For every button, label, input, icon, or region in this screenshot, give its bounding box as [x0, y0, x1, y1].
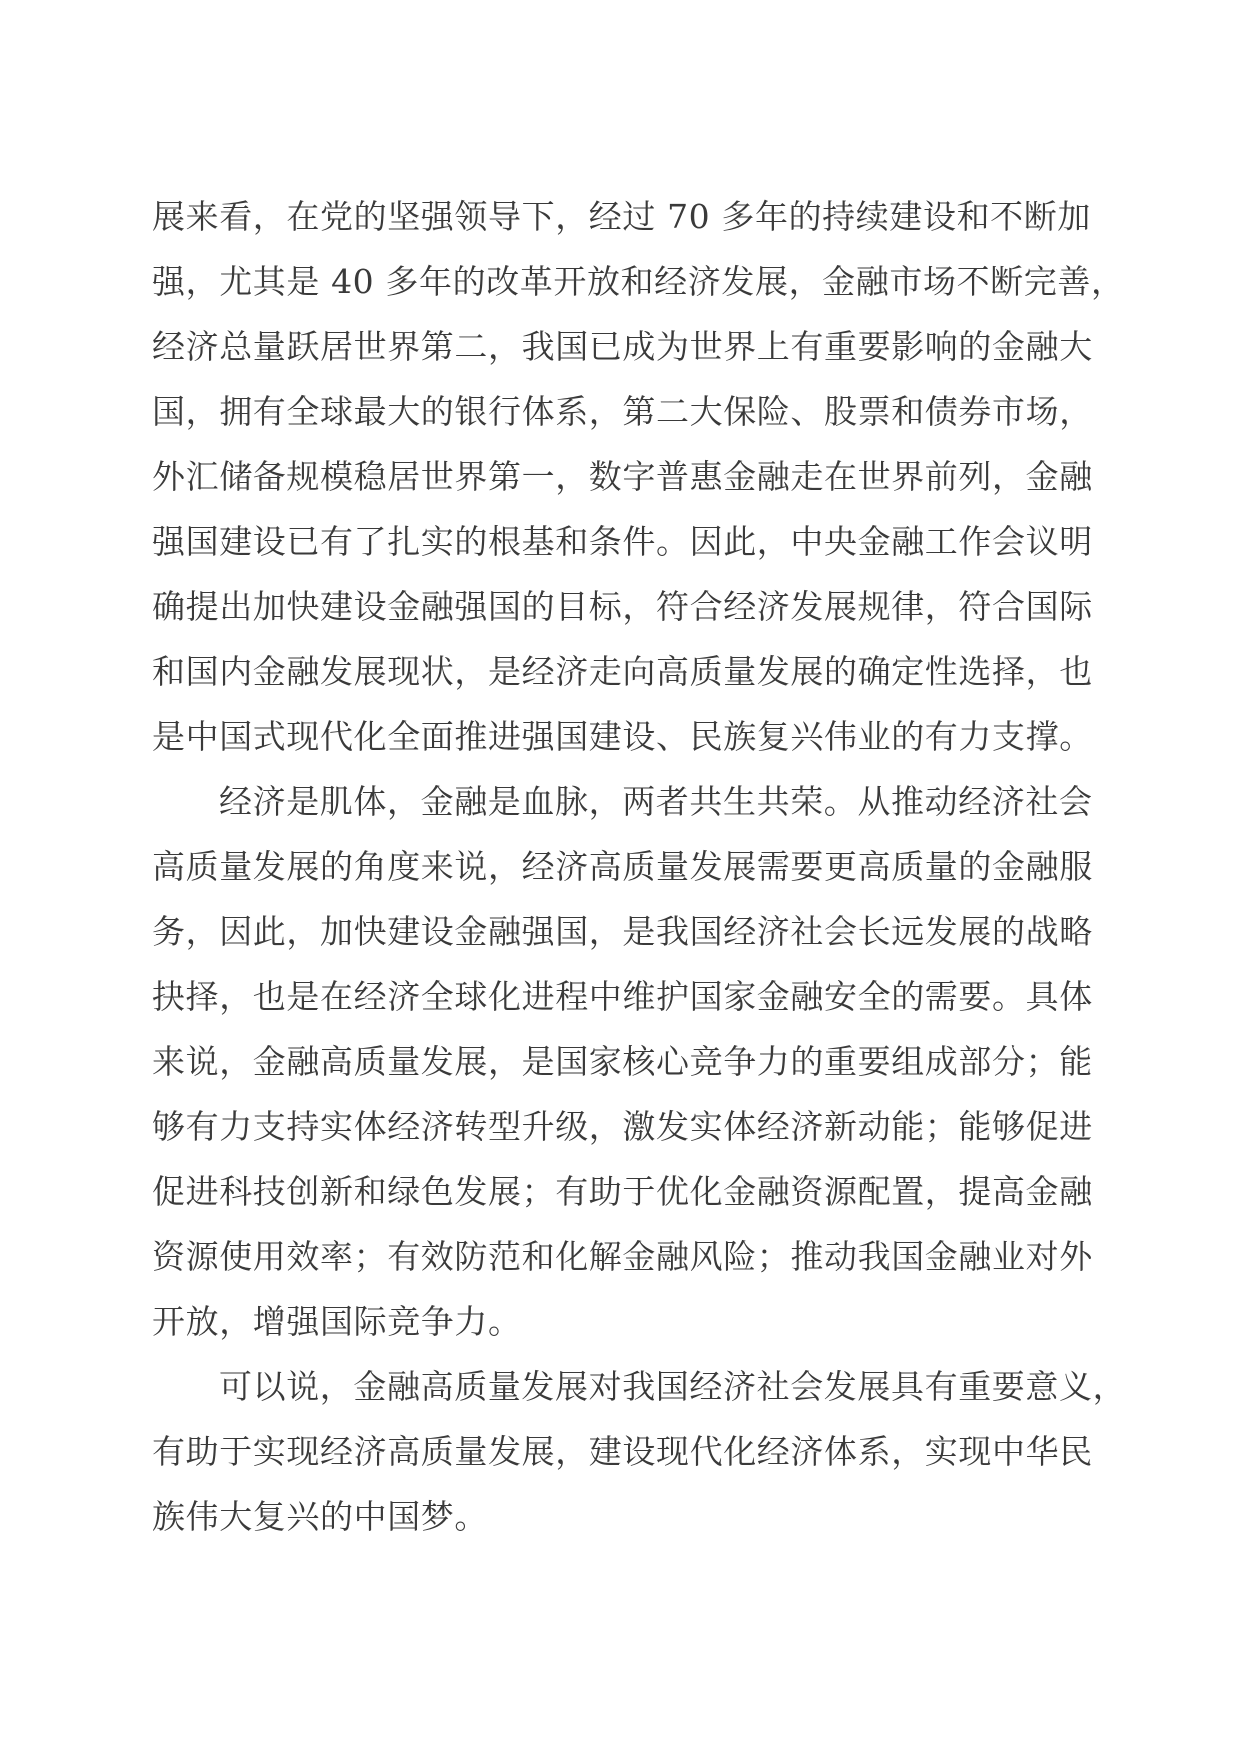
text-line: 来说，金融高质量发展，是国家核心竞争力的重要组成部分；能: [152, 1042, 1093, 1081]
text-line: 促进科技创新和绿色发展；有助于优化金融资源配置，提高金融: [152, 1172, 1093, 1211]
text-line: 强国建设已有了扎实的根基和条件。因此，中央金融工作会议明: [152, 522, 1093, 561]
paragraph-1: [152, 184, 1125, 769]
paragraph-2: [152, 769, 1092, 1354]
text-line: 是中国式现代化全面推进强国建设、民族复兴伟业的有力支撑。: [152, 717, 1093, 756]
text-line: 资源使用效率；有效防范和化解金融风险；推动我国金融业对外: [152, 1237, 1093, 1276]
text-line: 开放，增强国际竞争力。: [152, 1302, 522, 1341]
text-line: 够有力支持实体经济转型升级，激发实体经济新动能；能够促进: [152, 1107, 1093, 1146]
text-line: 外汇储备规模稳居世界第一，数字普惠金融走在世界前列，金融: [152, 457, 1093, 496]
text-line: 可以说，金融高质量发展对我国经济社会发展具有重要意义，: [219, 1367, 1127, 1406]
text-line: 国，拥有全球最大的银行体系，第二大保险、股票和债券市场，: [152, 392, 1093, 431]
text-line: 高质量发展的角度来说，经济高质量发展需要更高质量的金融服: [152, 847, 1093, 886]
text-line: 抉择，也是在经济全球化进程中维护国家金融安全的需要。具体: [152, 977, 1093, 1016]
text-line: 务，因此，加快建设金融强国，是我国经济社会长远发展的战略: [152, 912, 1093, 951]
text-line: 族伟大复兴的中国梦。: [152, 1497, 488, 1536]
text-line: 有助于实现经济高质量发展，建设现代化经济体系，实现中华民: [152, 1432, 1093, 1471]
body-text: [152, 184, 1127, 1549]
text-line: 和国内金融发展现状，是经济走向高质量发展的确定性选择，也: [152, 652, 1093, 691]
paragraph-3: [152, 1354, 1127, 1549]
text-line: 经济总量跃居世界第二，我国已成为世界上有重要影响的金融大: [152, 327, 1093, 366]
text-line: 经济是肌体，金融是血脉，两者共生共荣。从推动经济社会: [219, 782, 1093, 821]
text-line: 确提出加快建设金融强国的目标，符合经济发展规律，符合国际: [152, 587, 1093, 626]
text-line: 强，尤其是 40 多年的改革开放和经济发展，金融市场不断完善，: [152, 262, 1125, 301]
text-line: 展来看，在党的坚强领导下，经过 70 多年的持续建设和不断加: [152, 197, 1091, 236]
